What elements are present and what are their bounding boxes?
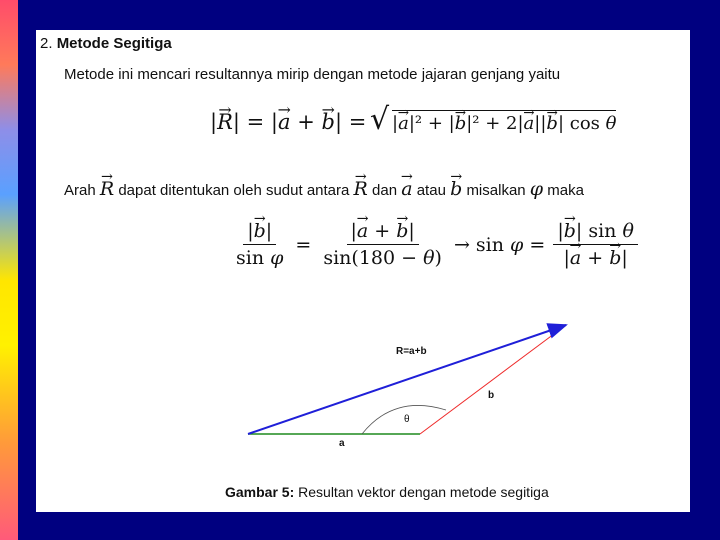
fraction-aplusb-over-sin: $\frac{|\to a + \to b|}{\sin(180 - \theta)}$ — [319, 220, 446, 269]
figure-caption — [225, 484, 549, 500]
arah-phrase: dapat ditentukan oleh sudut antara — [118, 182, 350, 199]
section-title: Metode Segitiga — [56, 35, 172, 52]
sqrt-sign: √ — [370, 102, 390, 137]
symbol-R: → R — [100, 178, 114, 200]
fraction-b-over-sinphi: $\frac{|\to b|}{\text{sin φ}}$ — [232, 220, 287, 269]
vector-b-line — [420, 325, 566, 434]
label-b: b — [488, 390, 495, 401]
arah-dan: dan — [372, 182, 398, 199]
symbol-R-2: → R — [354, 178, 368, 200]
label-resultant: R=a+b — [396, 346, 427, 357]
eq1-lhs: |→ R| = |→ a + → b| = — [210, 110, 366, 134]
arah-word: Arah — [64, 182, 96, 199]
triangle-vector-diagram — [236, 312, 596, 462]
direction-sentence — [64, 178, 584, 200]
label-theta: θ — [404, 414, 410, 425]
section-number: 2. — [40, 35, 53, 52]
symbol-phi: φ — [529, 178, 544, 200]
symbol-b: → b — [450, 178, 462, 200]
label-a: a — [339, 438, 345, 449]
slide-content-panel — [36, 30, 690, 512]
intro-text: Metode ini mencari resultannya mirip dengan metode jajaran genjang yaitu — [64, 66, 561, 83]
arah-misalkan: misalkan — [466, 182, 526, 199]
implies-arrow: → sin φ = — [453, 233, 546, 256]
symbol-a: → a — [401, 178, 412, 200]
arah-atau: atau — [416, 182, 446, 199]
caption-label: Gambar 5: — [225, 484, 295, 500]
arah-maka: maka — [547, 182, 584, 199]
eq1-radicand: |→ a|² + |→ b|² + 2|→ a||→ b| cos θ — [392, 110, 616, 134]
decorative-side-stripe — [0, 0, 18, 540]
fraction-result: $\frac{\text{|→ b| sin θ}}{|\to a + \to b|}$ — [553, 220, 638, 269]
section-heading — [40, 35, 172, 52]
equation-sine-rule: $\frac{|\to b|}{\text{sin φ}}$ = $\frac{|\to a + \to b|}{\sin(180 - \theta)}$ → sin φ = $\frac{\text{|→ b| sin θ}}{|\to a + \to b|}$ — [232, 220, 638, 269]
caption-text: Resultan vektor dengan metode segitiga — [294, 484, 549, 500]
